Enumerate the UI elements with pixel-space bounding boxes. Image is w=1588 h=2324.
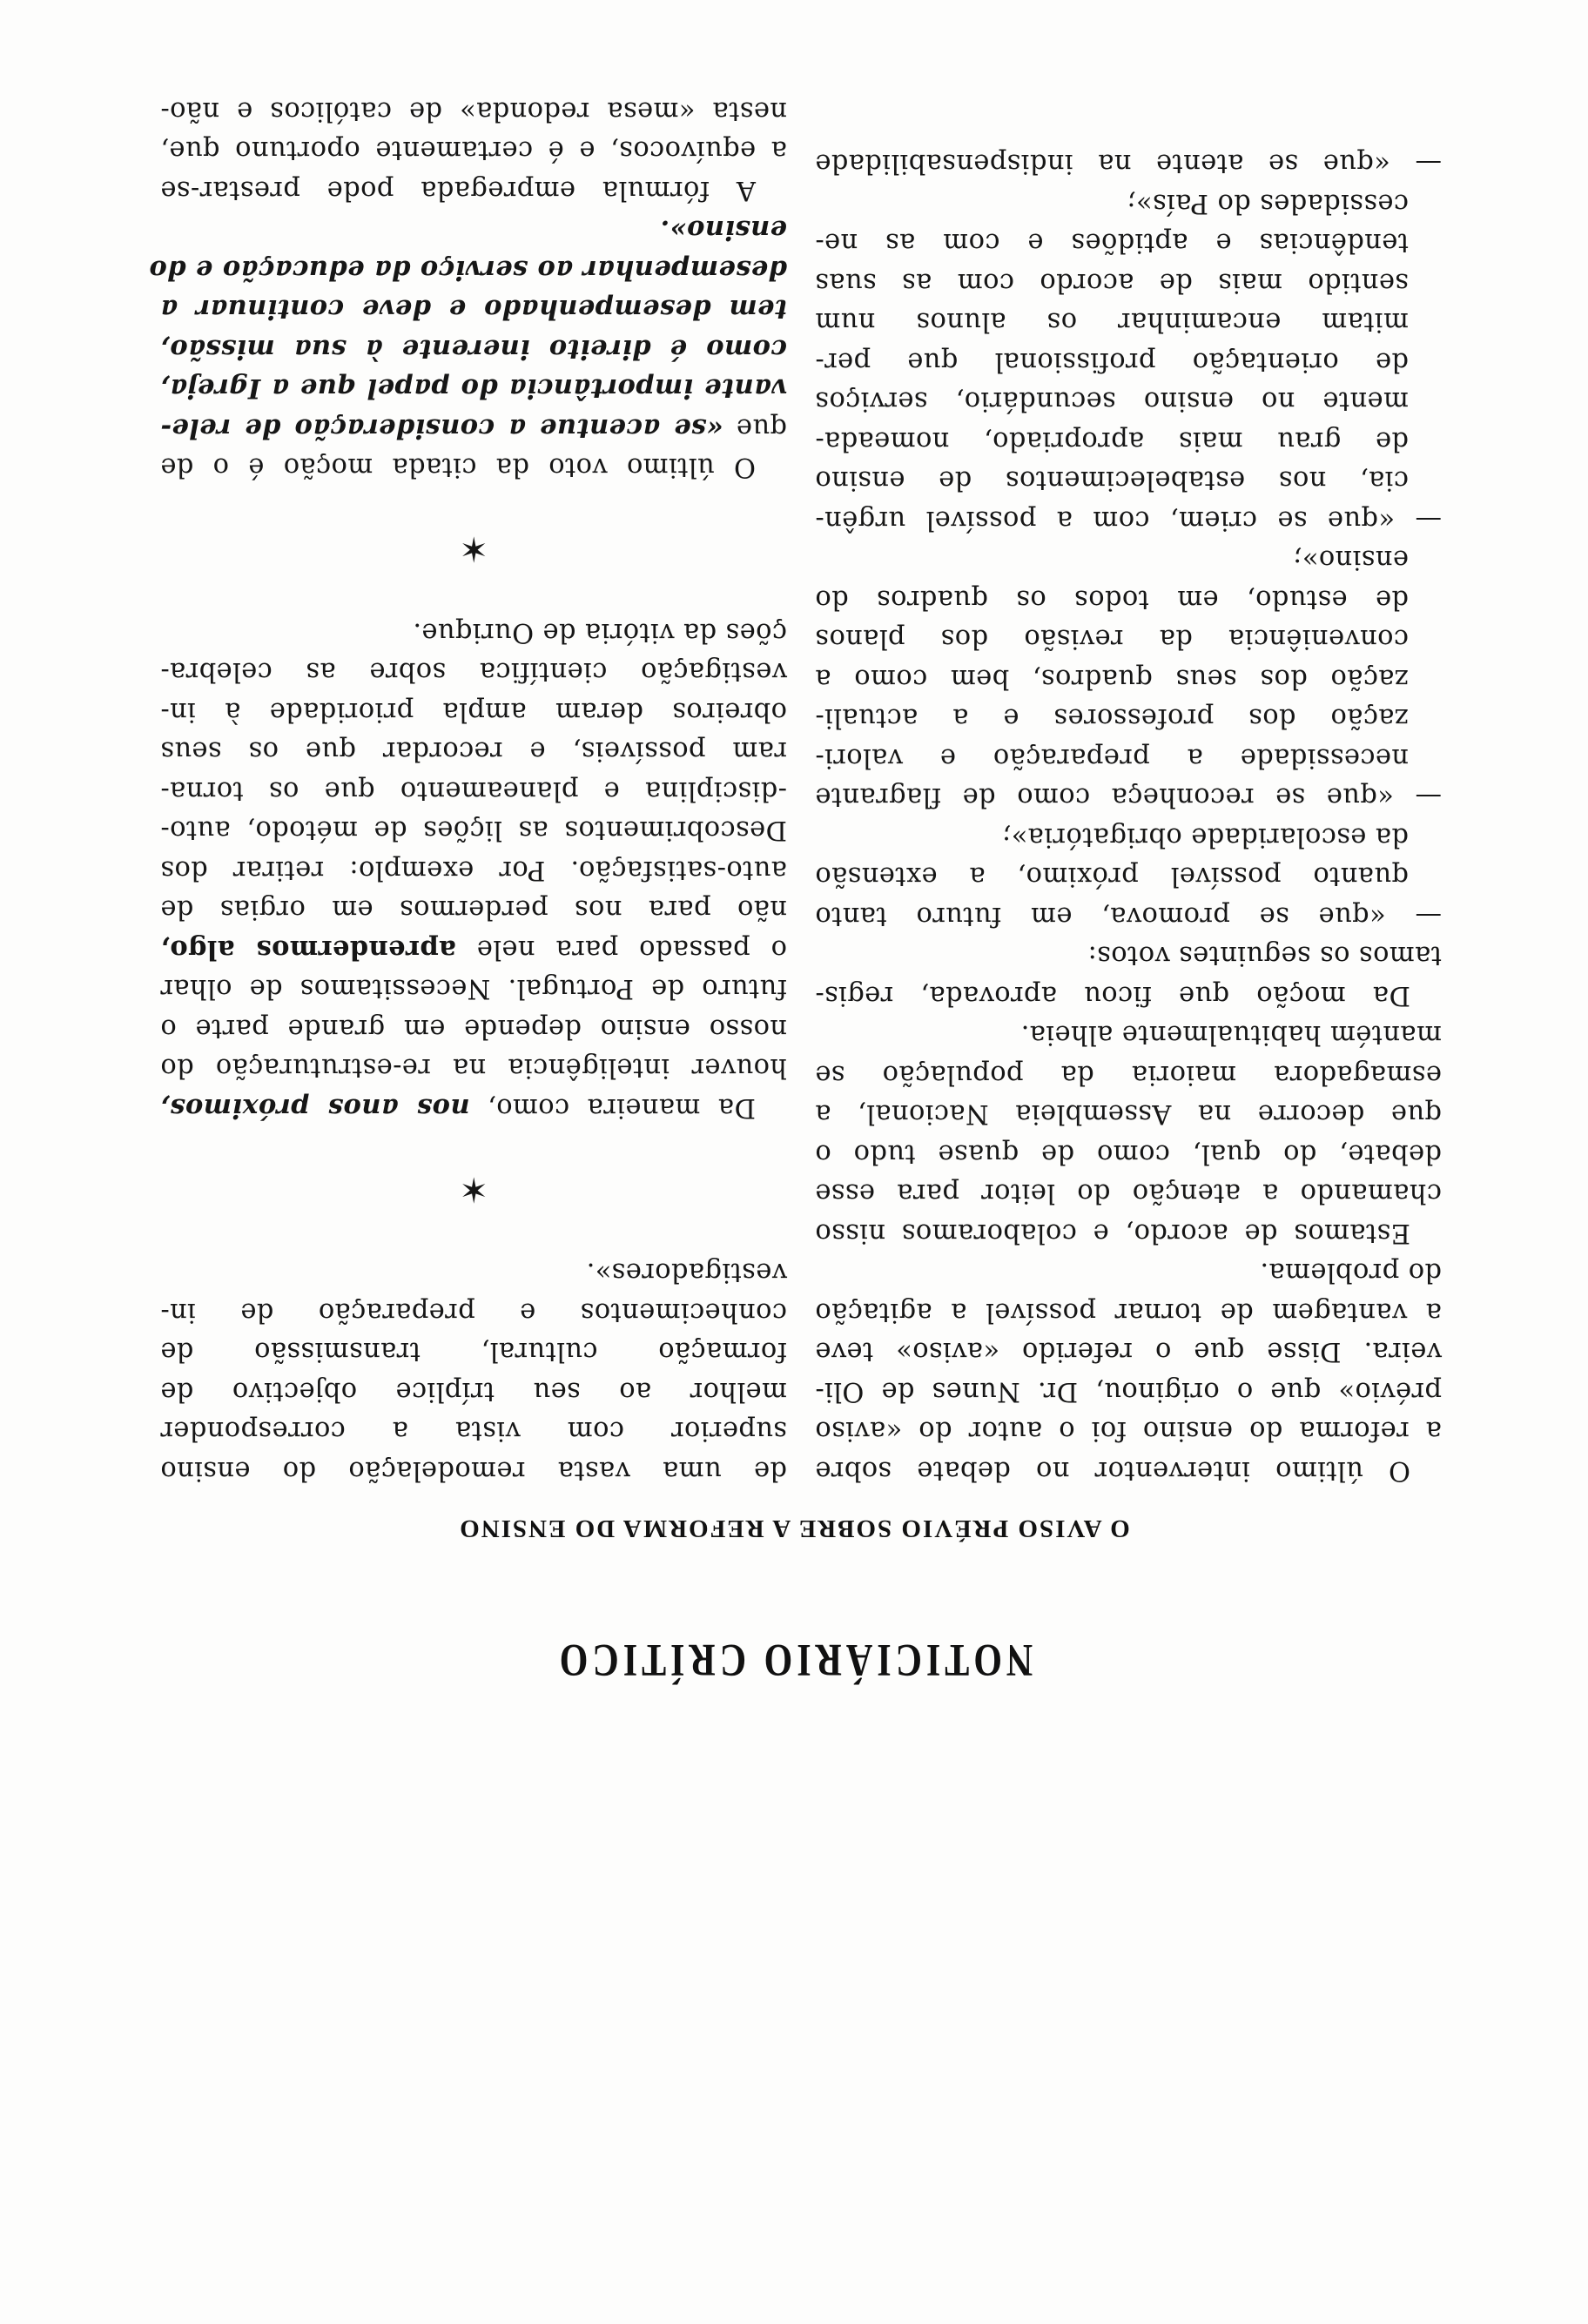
text-line: veira. Disse que o referido «aviso» teve bbox=[815, 1336, 1442, 1367]
text-line: Descobrimentos as lições de método, auto- bbox=[160, 815, 787, 846]
text-line: debate, do qual, como de quase tudo o bbox=[815, 1138, 1442, 1169]
text-line: mitam encaminhar os alunos num bbox=[815, 306, 1409, 338]
text-line: — «que se reconheça como de flagrante bbox=[815, 782, 1442, 813]
text-line: tamos os seguintes votos: bbox=[1087, 940, 1442, 971]
text-line: chamando a atenção do leitor para esse bbox=[815, 1178, 1442, 1209]
text-line: O último interventor no debate sobre bbox=[815, 1455, 1410, 1486]
text-line: melhor ao seu tríplice objectivo de bbox=[160, 1376, 787, 1407]
text-line bbox=[160, 1088, 787, 1128]
text-line: — «que se atente na indispensabilidade bbox=[815, 148, 1442, 179]
section-separator-star: ✶ bbox=[459, 528, 488, 569]
emphasis-text: «se acentue a consideração de rele- bbox=[160, 413, 723, 444]
text-line: Estamos de acordo, e colaboramos nisso bbox=[815, 1218, 1410, 1248]
article-headline: O AVISO PRÉVIO SOBRE A REFORMA DO ENSINO bbox=[458, 1515, 1130, 1542]
text-line bbox=[160, 930, 787, 970]
text-line: ensino». bbox=[660, 214, 787, 246]
text-line: obreiros deram ampla prioridade à in- bbox=[160, 696, 787, 727]
text-run: o passado para nele bbox=[455, 934, 787, 964]
text-line: prévio» que o originou, Dr. Nunes de Oli- bbox=[815, 1376, 1442, 1407]
left-column bbox=[815, 144, 1442, 1490]
text-line: do problema. bbox=[1260, 1257, 1442, 1288]
section-separator-star: ✶ bbox=[459, 1169, 488, 1209]
text-line: tem desempenhado e deve continuar a bbox=[160, 293, 787, 326]
text-line: vestigação científica sobre as celebra- bbox=[160, 656, 787, 688]
text-line: tendências e aptidões e com as ne- bbox=[815, 227, 1409, 259]
text-line: a reforma do ensino foi o autor do «aviso bbox=[815, 1415, 1442, 1447]
text-line: mente no ensino secundário, serviços bbox=[815, 386, 1409, 417]
text-line: houver inteligência na re-estruturação do bbox=[160, 1052, 787, 1084]
text-run: Da maneira como, bbox=[469, 1092, 756, 1123]
text-line: formação cultural, transmissão de bbox=[160, 1336, 787, 1367]
text-line: quanto possível próximo, a extensão bbox=[815, 861, 1409, 892]
text-line: futuro de Portugal. Necessitamos de olhar bbox=[160, 973, 787, 1004]
text-run: que bbox=[723, 413, 787, 443]
text-line: nesta «mesa redonda» de católicos e não- bbox=[160, 96, 787, 126]
text-line: de orientação profissional que per- bbox=[815, 346, 1409, 377]
emphasis-text: nos anos próximos, bbox=[160, 1092, 470, 1124]
right-column bbox=[149, 91, 787, 1491]
text-line: de uma vasta remodelação do ensino bbox=[160, 1455, 787, 1486]
text-line: não para nos perdermos em orgias de bbox=[160, 894, 787, 925]
text-line: como é direito inerente à sua missão, bbox=[160, 333, 787, 365]
text-line: necessidade a preparação e valori- bbox=[815, 742, 1409, 773]
text-line bbox=[160, 408, 787, 448]
text-line: de estudo, em todos os quadros do bbox=[815, 584, 1409, 615]
text-line: ram possíveis, e recordar que os seus bbox=[160, 735, 787, 767]
masthead-title: NOTICIÁRIO CRÍTICO bbox=[555, 1634, 1033, 1684]
text-line: que decorre na Assembleia Nacional, a bbox=[815, 1098, 1442, 1130]
text-line: a vantagem de tornar possível a agitação bbox=[815, 1297, 1442, 1327]
text-line: cessidades do País»; bbox=[1126, 188, 1409, 218]
text-line: O último voto da citada moção é o de bbox=[160, 452, 756, 483]
text-line: superior com vista a corresponder bbox=[160, 1415, 787, 1447]
text-line: nosso ensino depende em grande parte o bbox=[160, 1013, 787, 1044]
text-line: ções da vitória de Ourique. bbox=[412, 617, 787, 648]
text-line: zação dos seus quadros, bem como a bbox=[815, 663, 1409, 694]
text-line: vestigadores». bbox=[586, 1257, 787, 1288]
text-line: mantém habitualmente alheia. bbox=[1020, 1019, 1442, 1051]
text-line: da escolaridade obrigatória»; bbox=[1001, 822, 1409, 852]
text-line: ensino»; bbox=[1292, 544, 1409, 575]
text-line: auto-satisfação. Por exemplo: retirar dos bbox=[160, 855, 787, 885]
text-line: — «que se promova, em futuro tanto bbox=[815, 901, 1442, 931]
text-line: vante importância do papel que a Igreja, bbox=[160, 373, 787, 405]
text-line: desempenhar ao serviço da educação e do bbox=[149, 254, 787, 285]
text-line: conhecimentos e preparação de in- bbox=[160, 1297, 787, 1327]
text-line: de grau mais apropriado, nomeada- bbox=[815, 426, 1409, 456]
text-line: zação dos professores e a actuali- bbox=[815, 702, 1409, 734]
text-line: -disciplina e planeamento que os torna- bbox=[160, 776, 787, 806]
text-line: sentido mais de acordo com as suas bbox=[815, 267, 1409, 298]
text-line: — «que se criem, com a possível urgên- bbox=[815, 505, 1442, 535]
text-line: a equívocos, e é certamente oportuno que, bbox=[160, 135, 787, 166]
strong-text: aprendermos algo, bbox=[160, 934, 456, 965]
text-line: Da moção que ficou aprovada, regis- bbox=[815, 980, 1410, 1011]
text-line: A fórmula empregada pode prestar-se bbox=[160, 175, 756, 205]
text-line: conveniência da revisão dos planos bbox=[815, 623, 1409, 655]
text-line: cia, nos estabelecimentos de ensino bbox=[815, 465, 1409, 496]
text-line: esmagadora maioria da população se bbox=[815, 1059, 1442, 1090]
